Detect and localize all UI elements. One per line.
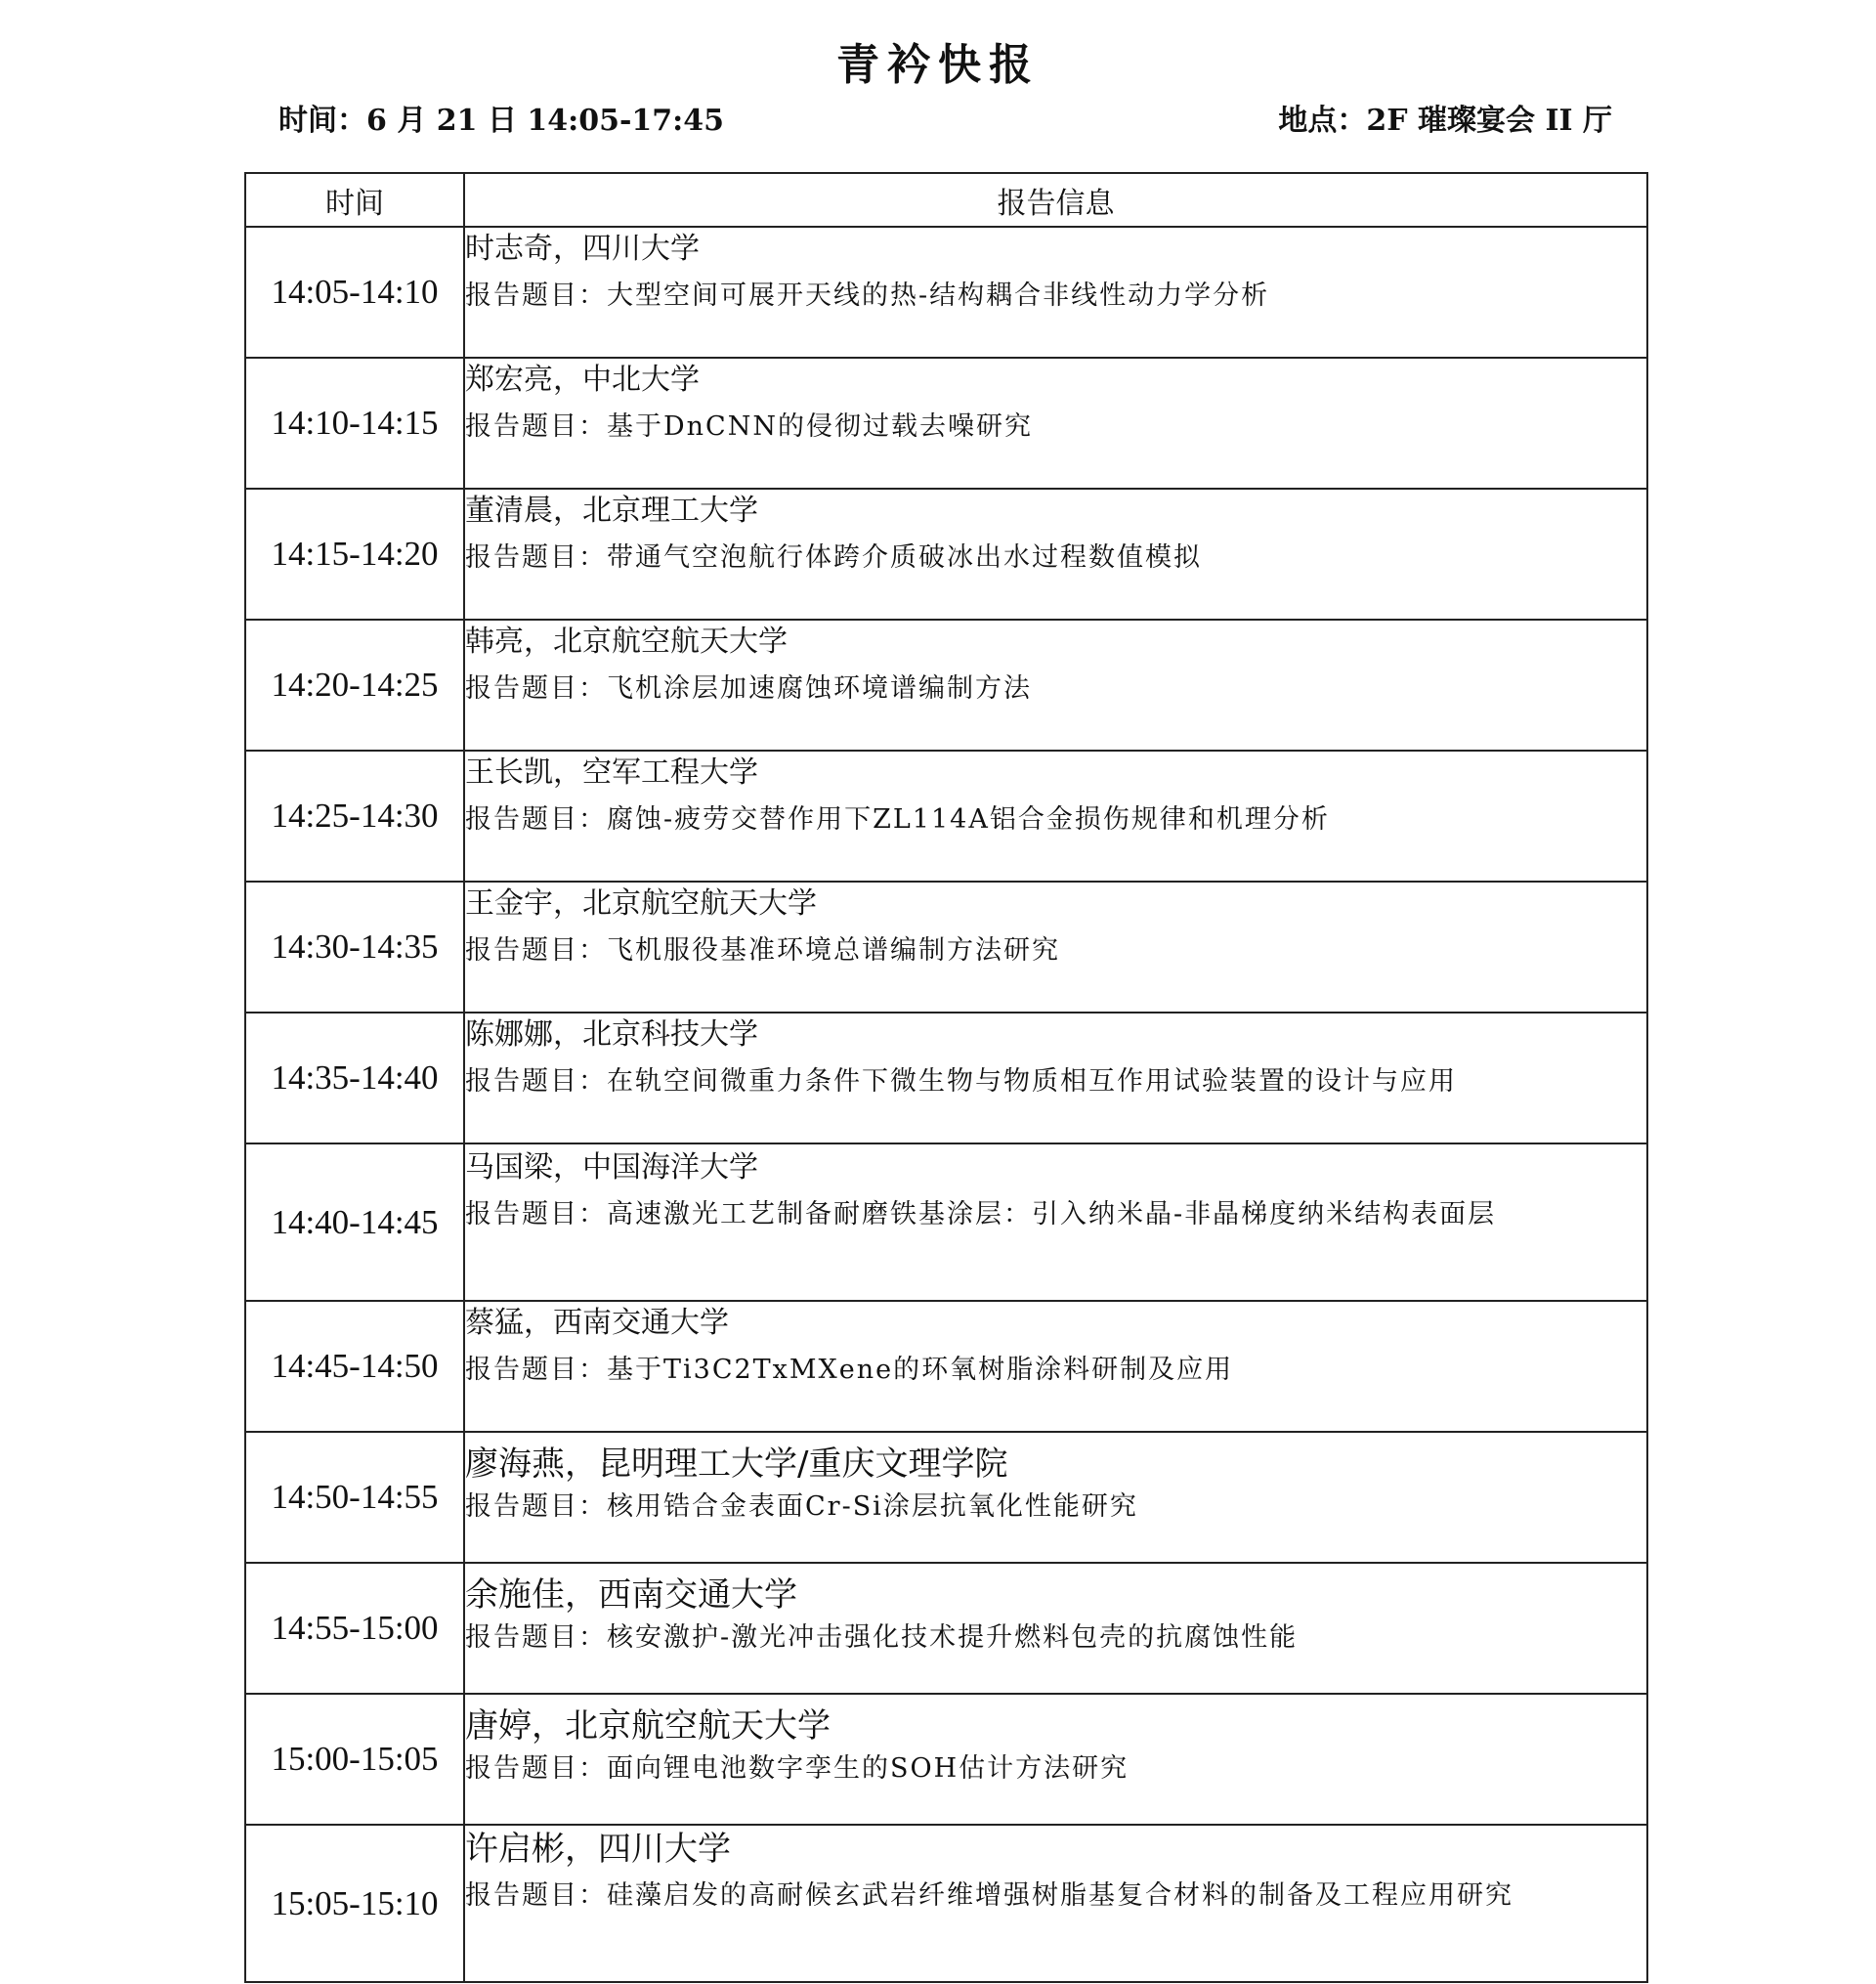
table-row [245, 489, 1647, 620]
speaker-name: 陈娜娜，北京科技大学 [465, 1017, 758, 1052]
speaker-name: 余施佳，西南交通大学 [465, 1575, 797, 1615]
report-topic: 报告题目：飞机服役基准环境总谱编制方法研究 [465, 935, 1060, 966]
info-cell [464, 882, 1647, 1013]
report-topic: 报告题目：基于DnCNN的侵彻过载去噪研究 [465, 411, 1033, 442]
time-cell: 15:00-15:05 [245, 1694, 464, 1825]
session-location: 地点：2F 璀璨宴会 II 厅 [1278, 104, 1612, 138]
time-cell: 14:30-14:35 [245, 882, 464, 1013]
speaker-name: 唐婷，北京航空航天大学 [465, 1706, 831, 1746]
page-title: 青衿快报 [836, 40, 1040, 90]
table-row [245, 1301, 1647, 1432]
table-row [245, 1825, 1647, 1982]
table-row [245, 882, 1647, 1013]
time-cell: 14:35-14:40 [245, 1013, 464, 1143]
info-cell [464, 1143, 1647, 1301]
speaker-name: 时志奇，四川大学 [465, 232, 700, 266]
info-cell [464, 1432, 1647, 1563]
report-topic: 报告题目：飞机涂层加速腐蚀环境谱编制方法 [465, 673, 1032, 704]
report-topic: 报告题目：带通气空泡航行体跨介质破冰出水过程数值模拟 [465, 542, 1202, 573]
report-topic: 报告题目：硅藻启发的高耐候玄武岩纤维增强树脂基复合材料的制备及工程应用研究 [465, 1880, 1514, 1911]
speaker-name: 王金宇，北京航空航天大学 [465, 886, 817, 921]
time-cell: 14:45-14:50 [245, 1301, 464, 1432]
table-row [245, 1694, 1647, 1825]
info-cell [464, 1301, 1647, 1432]
speaker-name: 韩亮，北京航空航天大学 [465, 625, 788, 659]
info-cell [464, 1694, 1647, 1825]
info-cell [464, 227, 1647, 358]
speaker-name: 廖海燕，昆明理工大学/重庆文理学院 [465, 1445, 1008, 1484]
table-row [245, 1143, 1647, 1301]
column-header-info: 报告信息 [464, 173, 1647, 227]
info-cell [464, 1013, 1647, 1143]
table-row [245, 1563, 1647, 1694]
info-cell [464, 1563, 1647, 1694]
report-topic: 报告题目：高速激光工艺制备耐磨铁基涂层：引入纳米晶-非晶梯度纳米结构表面层 [465, 1199, 1497, 1229]
info-cell [464, 1825, 1647, 1982]
table-row [245, 620, 1647, 751]
report-topic: 报告题目：面向锂电池数字孪生的SOH估计方法研究 [465, 1753, 1130, 1784]
time-cell: 14:50-14:55 [245, 1432, 464, 1563]
speaker-name: 王长凯，空军工程大学 [465, 755, 758, 790]
report-topic: 报告题目：核用锆合金表面Cr-Si涂层抗氧化性能研究 [465, 1491, 1138, 1522]
column-header-time: 时间 [245, 173, 464, 227]
schedule-table [244, 172, 1648, 1983]
time-cell: 14:10-14:15 [245, 358, 464, 489]
session-time: 时间：6 月 21 日 14:05-17:45 [278, 104, 724, 138]
speaker-name: 蔡猛，西南交通大学 [465, 1306, 729, 1340]
report-topic: 报告题目：基于Ti3C2TxMXene的环氧树脂涂料研制及应用 [465, 1355, 1234, 1385]
time-cell: 14:55-15:00 [245, 1563, 464, 1694]
table-row [245, 1432, 1647, 1563]
table-row [245, 751, 1647, 882]
speaker-name: 郑宏亮，中北大学 [465, 363, 700, 397]
time-cell: 14:05-14:10 [245, 227, 464, 358]
info-cell [464, 751, 1647, 882]
header-row [245, 173, 1647, 227]
speaker-name: 许启彬，四川大学 [465, 1830, 731, 1869]
time-cell: 14:20-14:25 [245, 620, 464, 751]
info-cell [464, 489, 1647, 620]
time-cell: 14:40-14:45 [245, 1143, 464, 1301]
time-cell: 14:15-14:20 [245, 489, 464, 620]
report-topic: 报告题目：腐蚀-疲劳交替作用下ZL114A铝合金损伤规律和机理分析 [465, 804, 1330, 835]
speaker-name: 马国梁，中国海洋大学 [465, 1150, 758, 1185]
info-cell [464, 358, 1647, 489]
report-topic: 报告题目：大型空间可展开天线的热-结构耦合非线性动力学分析 [465, 280, 1270, 311]
table-row [245, 1013, 1647, 1143]
time-cell: 15:05-15:10 [245, 1825, 464, 1982]
report-topic: 报告题目：核安激护-激光冲击强化技术提升燃料包壳的抗腐蚀性能 [465, 1622, 1299, 1653]
table-row [245, 358, 1647, 489]
table-row [245, 227, 1647, 358]
info-cell [464, 620, 1647, 751]
report-topic: 报告题目：在轨空间微重力条件下微生物与物质相互作用试验装置的设计与应用 [465, 1066, 1457, 1097]
speaker-name: 董清晨，北京理工大学 [465, 494, 758, 528]
meta-row [278, 96, 1612, 139]
time-cell: 14:25-14:30 [245, 751, 464, 882]
